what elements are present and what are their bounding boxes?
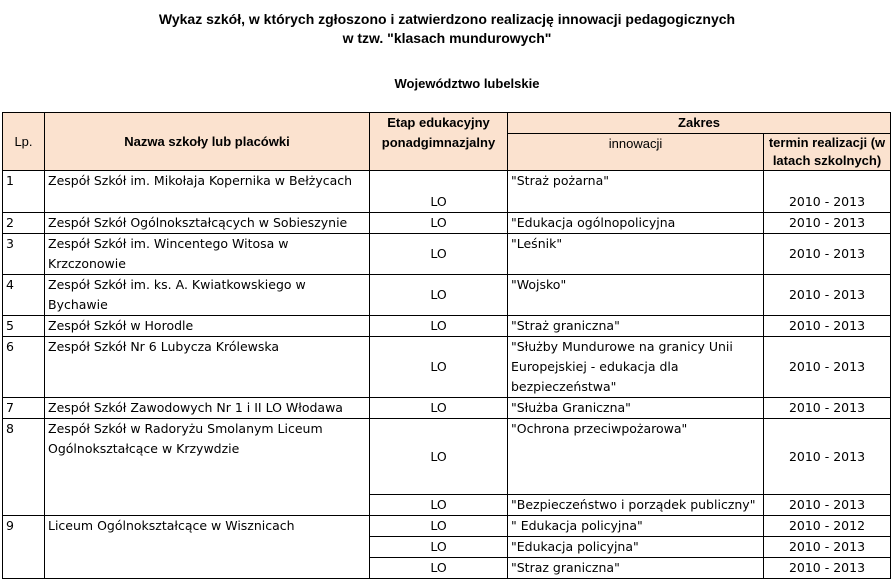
document-title <box>0 10 894 48</box>
table-row <box>3 275 891 316</box>
table-row <box>3 234 891 275</box>
innowacja-cell: " Edukacja policyjna" <box>508 516 764 537</box>
row-lp: 6 <box>3 337 45 398</box>
school-name: Liceum Ogólnokształcące w Wisznicach <box>45 516 370 579</box>
innowacja-cell: "Edukacja ogólnopolicyjna <box>508 213 764 234</box>
row-lp: 2 <box>3 213 45 234</box>
etap-cell: LO <box>370 171 508 213</box>
header-termin: termin realizacji (w latach szkolnych) <box>764 134 891 171</box>
region-heading: Województwo lubelskie <box>394 76 540 91</box>
termin-cell: 2010 - 2013 <box>764 419 891 495</box>
row-lp: 8 <box>3 419 45 516</box>
header-zakres: Zakres <box>508 113 891 134</box>
innowacja-cell: "Bezpieczeństwo i porządek publiczny" <box>508 495 764 516</box>
termin-cell: 2010 - 2013 <box>764 495 891 516</box>
termin-cell: 2010 - 2013 <box>764 337 891 398</box>
school-name: Zespół Szkół im. Wincentego Witosa w Krzczonowie <box>45 234 370 275</box>
table-row <box>3 213 891 234</box>
title-line-1: Wykaz szkół, w których zgłoszono i zatwierdzono realizację innowacji pedagogicznych <box>158 11 736 27</box>
row-lp: 7 <box>3 398 45 419</box>
school-name: Zespół Szkół Nr 6 Lubycza Królewska <box>45 337 370 398</box>
termin-cell: 2010 - 2013 <box>764 537 891 558</box>
termin-cell: 2010 - 2013 <box>764 398 891 419</box>
table-row <box>3 171 891 213</box>
header-innowacje: innowacji <box>508 134 764 171</box>
innowacja-cell: "Straż pożarna" <box>508 171 764 213</box>
row-lp: 9 <box>3 516 45 579</box>
etap-cell: LO <box>370 516 508 537</box>
school-name: Zespół Szkół w Horodle <box>45 316 370 337</box>
innowacja-cell: "Leśnik" <box>508 234 764 275</box>
row-lp: 1 <box>3 171 45 213</box>
innowacja-cell: "Edukacja policyjna" <box>508 537 764 558</box>
etap-cell: LO <box>370 234 508 275</box>
termin-cell: 2010 - 2013 <box>764 234 891 275</box>
school-name: Zespół Szkół im. Mikołaja Kopernika w Bełżycach <box>45 171 370 213</box>
school-name: Zespół Szkół im. ks. A. Kwiatkowskiego w Bychawie <box>45 275 370 316</box>
etap-cell: LO <box>370 419 508 495</box>
termin-cell: 2010 - 2013 <box>764 316 891 337</box>
innowacja-cell: "Służba Graniczna" <box>508 398 764 419</box>
table-row <box>3 419 891 495</box>
etap-cell: LO <box>370 537 508 558</box>
table-row <box>3 398 891 419</box>
etap-cell: LO <box>370 398 508 419</box>
etap-cell: LO <box>370 275 508 316</box>
termin-cell: 2010 - 2013 <box>764 558 891 579</box>
school-name: Zespół Szkół Zawodowych Nr 1 i II LO Włodawa <box>45 398 370 419</box>
termin-cell: 2010 - 2013 <box>764 213 891 234</box>
etap-cell: LO <box>370 337 508 398</box>
table-row <box>3 316 891 337</box>
title-line-2: w tzw. "klasach mundurowych" <box>342 30 552 46</box>
table-row <box>3 337 891 398</box>
termin-cell: 2010 - 2013 <box>764 275 891 316</box>
row-lp: 5 <box>3 316 45 337</box>
innowacja-cell: "Służby Mundurowe na granicy Unii Europejskiej - edukacja dla bezpieczeństwa" <box>508 337 764 398</box>
etap-cell: LO <box>370 558 508 579</box>
etap-cell: LO <box>370 213 508 234</box>
innowacja-cell: "Wojsko" <box>508 275 764 316</box>
innowacja-cell: "Ochrona przeciwpożarowa" <box>508 419 764 495</box>
header-lp: Lp. <box>3 113 45 171</box>
termin-cell: 2010 - 2013 <box>764 171 891 213</box>
etap-cell: LO <box>370 495 508 516</box>
row-lp: 4 <box>3 275 45 316</box>
table-header <box>3 113 891 171</box>
school-name: Zespół Szkół Ogólnokształcących w Sobieszynie <box>45 213 370 234</box>
table-row <box>3 516 891 537</box>
school-name: Zespół Szkół w Radoryżu Smolanym Liceum Ogólnokształcące w Krzywdzie <box>45 419 370 516</box>
etap-cell: LO <box>370 316 508 337</box>
innowacja-cell: "Straż graniczna" <box>508 316 764 337</box>
schools-table <box>2 112 891 579</box>
row-lp: 3 <box>3 234 45 275</box>
termin-cell: 2010 - 2012 <box>764 516 891 537</box>
innowacja-cell: "Straz graniczna" <box>508 558 764 579</box>
header-name: Nazwa szkoły lub placówki <box>45 113 370 171</box>
header-etap: Etap edukacyjny ponadgimnazjalny <box>370 113 508 171</box>
table-body <box>3 171 891 579</box>
